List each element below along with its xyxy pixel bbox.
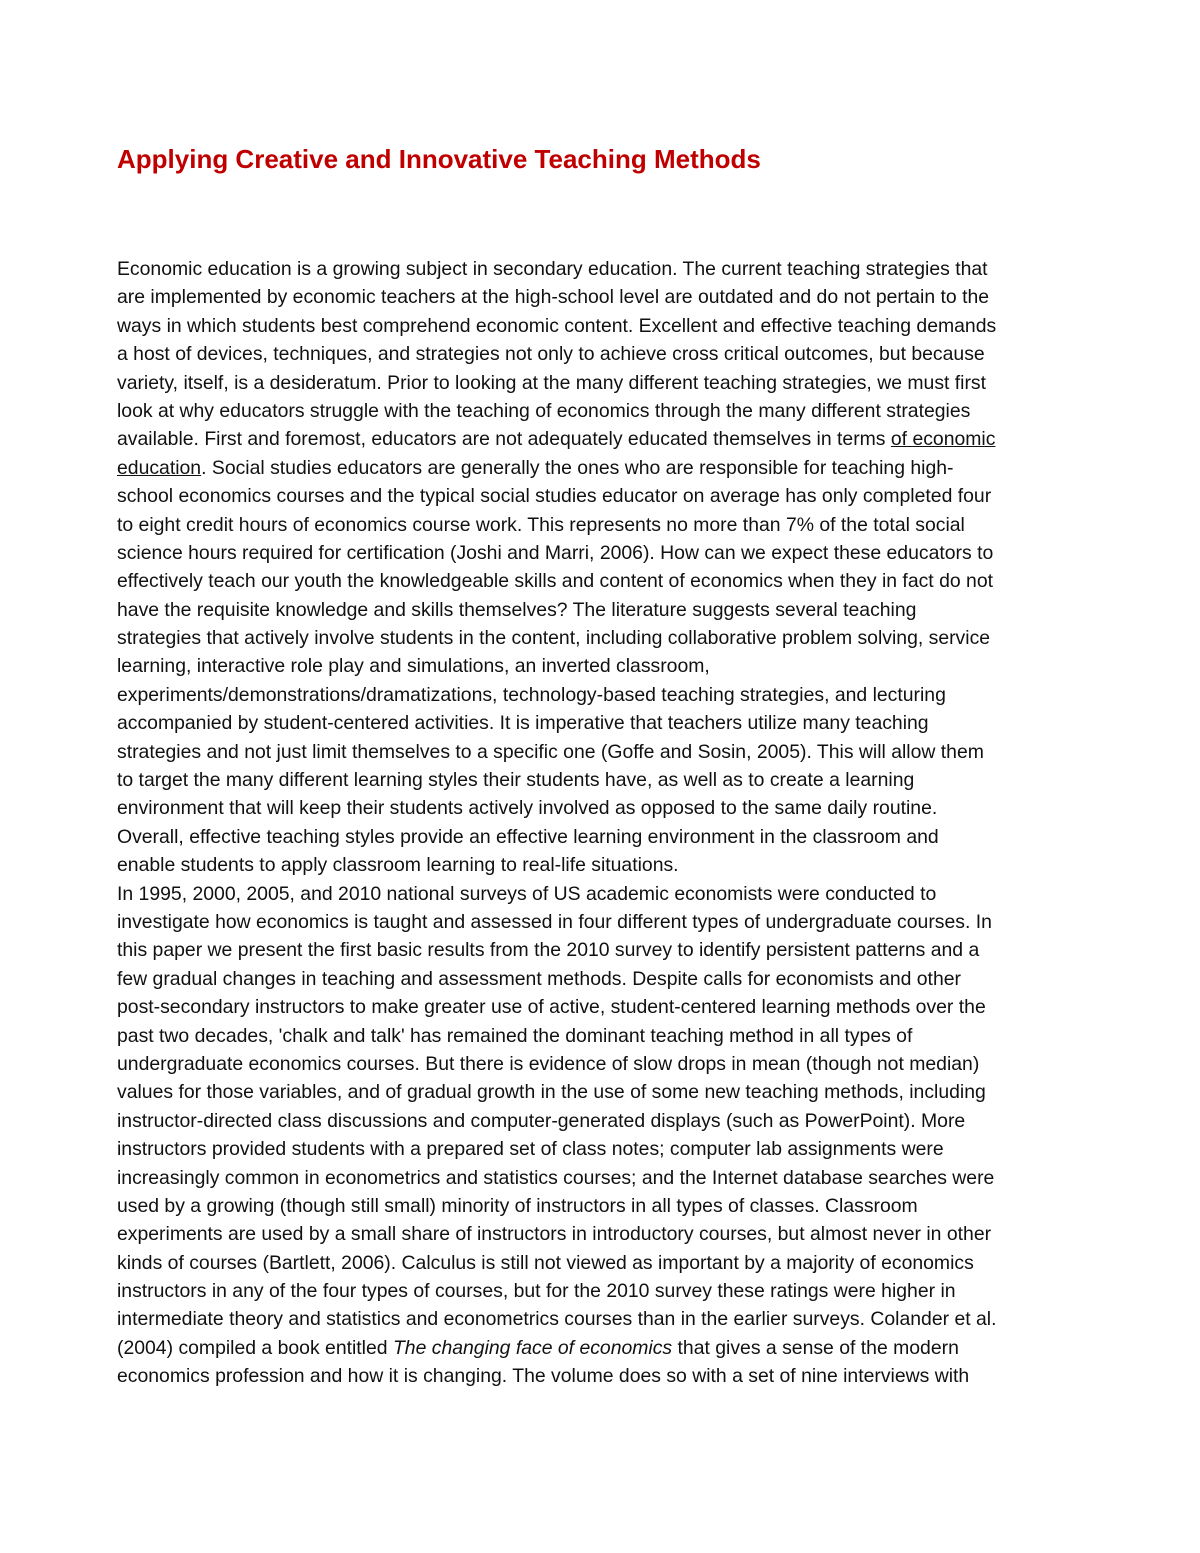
inline-link[interactable]: of economic — [890, 428, 996, 451]
body-text-run: enable students to apply classroom learning to real-life situations. — [117, 854, 679, 877]
body-text-run: look at why educators struggle with the teaching of economics through the many different strategies — [117, 399, 971, 422]
body-text-run: (2004) compiled a book entitled — [117, 1336, 393, 1359]
body-line — [117, 596, 1107, 624]
document-title: Applying Creative and Innovative Teaching Methods — [117, 144, 761, 174]
body-line — [117, 880, 1107, 908]
body-line — [117, 993, 1107, 1021]
body-text-run: strategies and not just limit themselves to a specific one (Goffe and Sosin, 2005). This will allow them — [117, 740, 984, 763]
body-line — [117, 454, 1107, 482]
body-line — [117, 340, 1107, 368]
body-line — [117, 624, 1107, 652]
document-body — [117, 255, 1107, 1391]
body-text-run: . Social studies educators are generally the ones who are responsible for teaching high- — [201, 456, 954, 479]
body-text-run: instructors in any of the four types of courses, but for the 2010 survey these ratings were higher in — [117, 1280, 956, 1303]
body-text-run: instructors provided students with a prepared set of class notes; computer lab assignments were — [117, 1138, 944, 1161]
body-text-run: increasingly common in econometrics and statistics courses; and the Internet database searches were — [117, 1166, 995, 1189]
body-text-run: post-secondary instructors to make greater use of active, student-centered learning methods over the — [117, 996, 986, 1019]
body-line — [117, 908, 1107, 936]
body-text-run: accompanied by student-centered activities. It is imperative that teachers utilize many teaching — [117, 712, 929, 735]
body-text-run: are implemented by economic teachers at the high-school level are outdated and do not pertain to the — [117, 286, 990, 309]
body-text-run: available. First and foremost, educators are not adequately educated themselves in terms — [117, 428, 891, 451]
body-text-run: variety, itself, is a desideratum. Prior to looking at the many different teaching strategies, we must first — [117, 371, 987, 394]
body-line — [117, 823, 1107, 851]
body-line — [117, 369, 1107, 397]
body-line — [117, 766, 1107, 794]
body-text-run: that gives a sense of the modern — [672, 1336, 959, 1359]
body-text-run: instructor-directed class discussions and computer-generated displays (such as PowerPoint). More — [117, 1109, 966, 1132]
body-line — [117, 794, 1107, 822]
body-text-run: intermediate theory and statistics and econometrics courses than in the earlier surveys. Colander et al. — [117, 1308, 997, 1331]
body-line — [117, 255, 1107, 283]
body-text-run: experiments are used by a small share of instructors in introductory courses, but almost never in other — [117, 1223, 992, 1246]
inline-link[interactable]: education — [117, 456, 202, 479]
body-line — [117, 567, 1107, 595]
body-text-run: ways in which students best comprehend economic content. Excellent and effective teaching demands — [117, 314, 997, 337]
body-line — [117, 652, 1107, 680]
body-text-run: a host of devices, techniques, and strategies not only to achieve cross critical outcomes, but because — [117, 343, 985, 366]
body-text-run: science hours required for certification (Joshi and Marri, 2006). How can we expect these educators to — [117, 541, 994, 564]
body-text-run: undergraduate economics courses. But there is evidence of slow drops in mean (though not median) — [117, 1052, 980, 1075]
body-line — [117, 738, 1107, 766]
body-line — [117, 709, 1107, 737]
body-text-run: learning, interactive role play and simulations, an inverted classroom, — [117, 655, 710, 678]
body-line — [117, 1362, 1107, 1390]
body-line — [117, 1164, 1107, 1192]
body-line — [117, 482, 1107, 510]
body-text-run: strategies that actively involve students in the content, including collaborative problem solving, service — [117, 627, 991, 650]
body-line — [117, 425, 1107, 453]
body-line — [117, 1078, 1107, 1106]
body-text-run: to target the many different learning styles their students have, as well as to create a learning — [117, 769, 915, 792]
body-text-run: In 1995, 2000, 2005, and 2010 national surveys of US academic economists were conducted to — [117, 882, 937, 905]
body-text-run: experiments/demonstrations/dramatizations, technology-based teaching strategies, and lecturing — [117, 683, 946, 706]
body-text-run: school economics courses and the typical social studies educator on average has only completed four — [117, 485, 992, 508]
body-text-run: few gradual changes in teaching and assessment methods. Despite calls for economists and other — [117, 967, 961, 990]
body-line — [117, 397, 1107, 425]
body-text-run: have the requisite knowledge and skills themselves? The literature suggests several teaching — [117, 598, 917, 621]
body-text-run: to eight credit hours of economics course work. This represents no more than 7% of the total social — [117, 513, 965, 536]
body-line — [117, 936, 1107, 964]
body-line — [117, 1305, 1107, 1333]
body-line — [117, 681, 1107, 709]
body-line — [117, 1192, 1107, 1220]
body-text-run: investigate how economics is taught and assessed in four different types of undergraduate courses. In — [117, 910, 992, 933]
body-text-run: effectively teach our youth the knowledgeable skills and content of economics when they in fact do not — [117, 570, 993, 593]
body-text-run: this paper we present the first basic results from the 2010 survey to identify persistent patterns and a — [117, 939, 980, 962]
body-line — [117, 1135, 1107, 1163]
body-line — [117, 1022, 1107, 1050]
body-line — [117, 1220, 1107, 1248]
body-text-run: kinds of courses (Bartlett, 2006). Calculus is still not viewed as important by a majority of economics — [117, 1251, 974, 1274]
body-line — [117, 1334, 1107, 1362]
body-line — [117, 511, 1107, 539]
body-line — [117, 1050, 1107, 1078]
body-line — [117, 312, 1107, 340]
book-title: The changing face of economics — [392, 1336, 673, 1359]
body-text-run: values for those variables, and of gradual growth in the use of some new teaching methods, including — [117, 1081, 986, 1104]
body-text-run: Overall, effective teaching styles provide an effective learning environment in the classroom and — [117, 825, 939, 848]
body-line — [117, 1107, 1107, 1135]
body-text-run: economics profession and how it is changing. The volume does so with a set of nine interviews with — [117, 1365, 970, 1388]
body-line — [117, 965, 1107, 993]
body-text-run: past two decades, 'chalk and talk' has remained the dominant teaching method in all types of — [117, 1024, 913, 1047]
body-line — [117, 539, 1107, 567]
body-line — [117, 851, 1107, 879]
body-line — [117, 1277, 1107, 1305]
body-text-run: used by a growing (though still small) minority of instructors in all types of classes. Classroom — [117, 1194, 918, 1217]
body-line — [117, 283, 1107, 311]
body-text-run: environment that will keep their students actively involved as opposed to the same daily routine. — [117, 797, 938, 820]
body-line — [117, 1249, 1107, 1277]
body-text-run: Economic education is a growing subject in secondary education. The current teaching strategies that — [117, 258, 988, 280]
